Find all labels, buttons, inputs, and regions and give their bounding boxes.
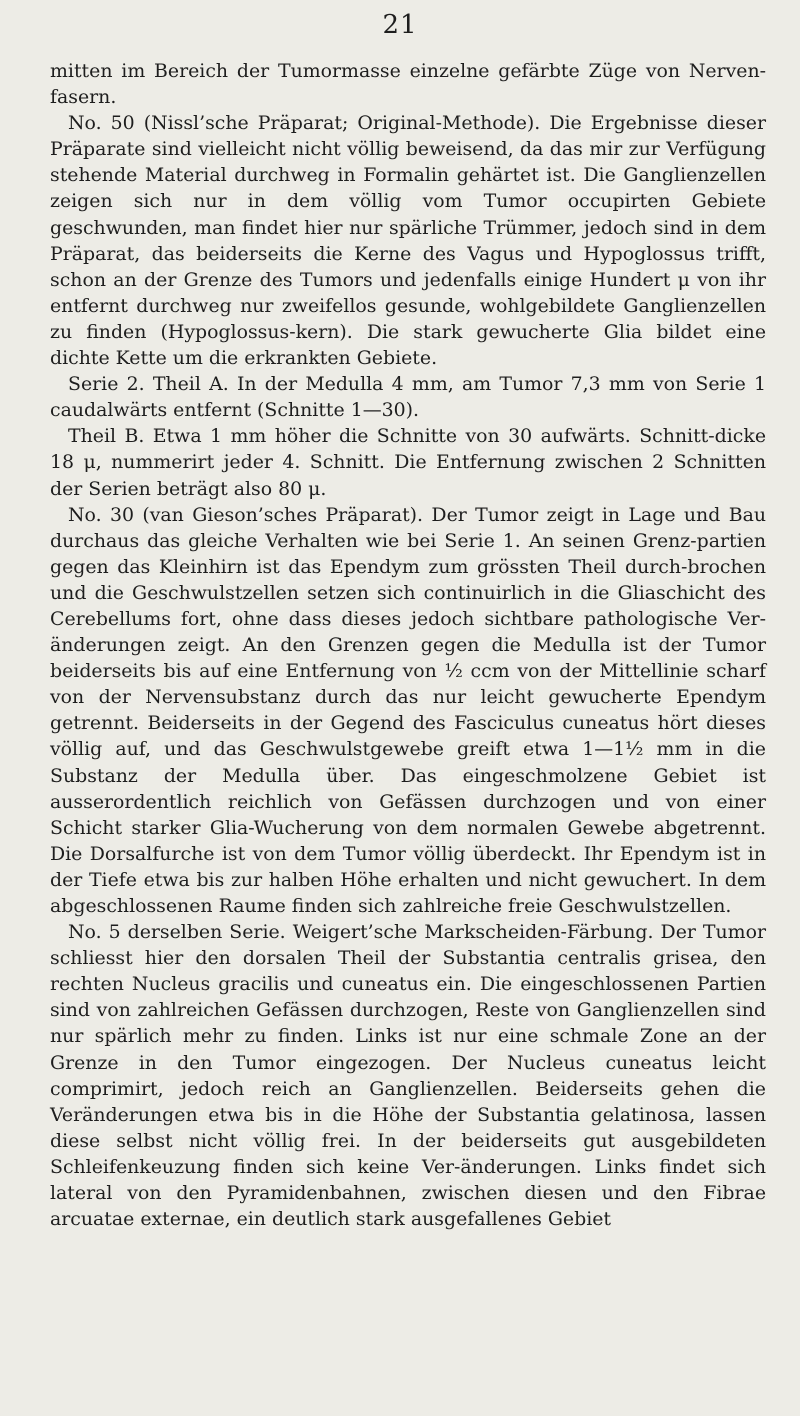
body-text — [50, 58, 766, 1232]
paragraph-2: No. 50 (Nissl’sche Präparat; Original-Methode). Die Ergebnisse dieser Präparate sind vielleicht nicht völlig beweisend, da das mir zur Verfügung stehende Material durchweg in Formalin gehärtet ist. Die Ganglienzellen zeigen sich nur in dem völlig vom Tumor occupirten Gebiete geschwunden, man findet hier nur spärliche Trümmer, jedoch sind in dem Präparat, das beiderseits die Kerne des Vagus und Hypoglossus trifft, schon an der Grenze des Tumors und jedenfalls einige Hundert μ von ihr entfernt durchweg nur zweifellos gesunde, wohlgebildete Ganglienzellen zu finden (Hypoglossus-kern). Die stark gewucherte Glia bildet eine dichte Kette um die erkrankten Gebiete. — [50, 112, 766, 370]
paragraph-3: Serie 2. Theil A. In der Medulla 4 mm, am Tumor 7,3 mm von Serie 1 caudalwärts entfernt (Schnitte 1—30). — [50, 373, 766, 422]
paragraph-5: No. 30 (van Gieson’sches Präparat). Der Tumor zeigt in Lage und Bau durchaus das gleiche Verhalten wie bei Serie 1. An seinen Grenz-partien gegen das Kleinhirn ist das Ependym zum grössten Theil durch-brochen und die Geschwulstzellen setzen sich continuirlich in die Gliaschicht des Cerebellums fort, ohne dass dieses jedoch sichtbare pathologische Ver-änderungen zeigt. An den Grenzen gegen die Medulla ist der Tumor beiderseits bis auf eine Entfernung von ½ ccm von der Mittellinie scharf von der Nervensubstanz durch das nur leicht gewucherte Ependym getrennt. Beiderseits in der Gegend des Fasciculus cuneatus hört dieses völlig auf, und das Geschwulstgewebe greift etwa 1—1½ mm in die Substanz der Medulla über. Das eingeschmolzene Gebiet ist ausserordentlich reichlich von Gefässen durchzogen und von einer Schicht starker Glia-Wucherung von dem normalen Gewebe abgetrennt. Die Dorsalfurche ist von dem Tumor völlig überdeckt. Ihr Ependym ist in der Tiefe etwa bis zur halben Höhe erhalten und nicht gewuchert. In dem abgeschlossenen Raume finden sich zahlreiche freie Geschwulstzellen. — [50, 503, 766, 917]
paragraph-6: No. 5 derselben Serie. Weigert’sche Markscheiden-Färbung. Der Tumor schliesst hier den dorsalen Theil der Substantia centralis grisea, den rechten Nucleus gracilis und cuneatus ein. Die eingeschlossenen Partien sind von zahlreichen Gefässen durchzogen, Reste von Ganglienzellen sind nur spärlich mehr zu finden. Links ist nur eine schmale Zone an der Grenze in den Tumor eingezogen. Der Nucleus cuneatus leicht comprimirt, jedoch reich an Ganglienzellen. Beiderseits gehen die Veränderungen etwa bis in die Höhe der Substantia gelatinosa, lassen diese selbst nicht völlig frei. In der beiderseits gut ausgebildeten Schleifenkeuzung finden sich keine Ver-änderungen. Links findet sich lateral von den Pyramidenbahnen, zwischen diesen und den Fibrae arcuatae externae, ein deutlich stark ausgefallenes Gebiet — [50, 921, 766, 1231]
page-number: 21 — [382, 10, 418, 40]
paragraph-4: Theil B. Etwa 1 mm höher die Schnitte von 30 aufwärts. Schnitt-dicke 18 μ, nummerirt jeder 4. Schnitt. Die Entfernung zwischen 2 Schnitten der Serien beträgt also 80 μ. — [50, 425, 766, 500]
paragraph-1: mitten im Bereich der Tumormasse einzelne gefärbte Züge von Nerven-fasern. — [50, 60, 766, 109]
